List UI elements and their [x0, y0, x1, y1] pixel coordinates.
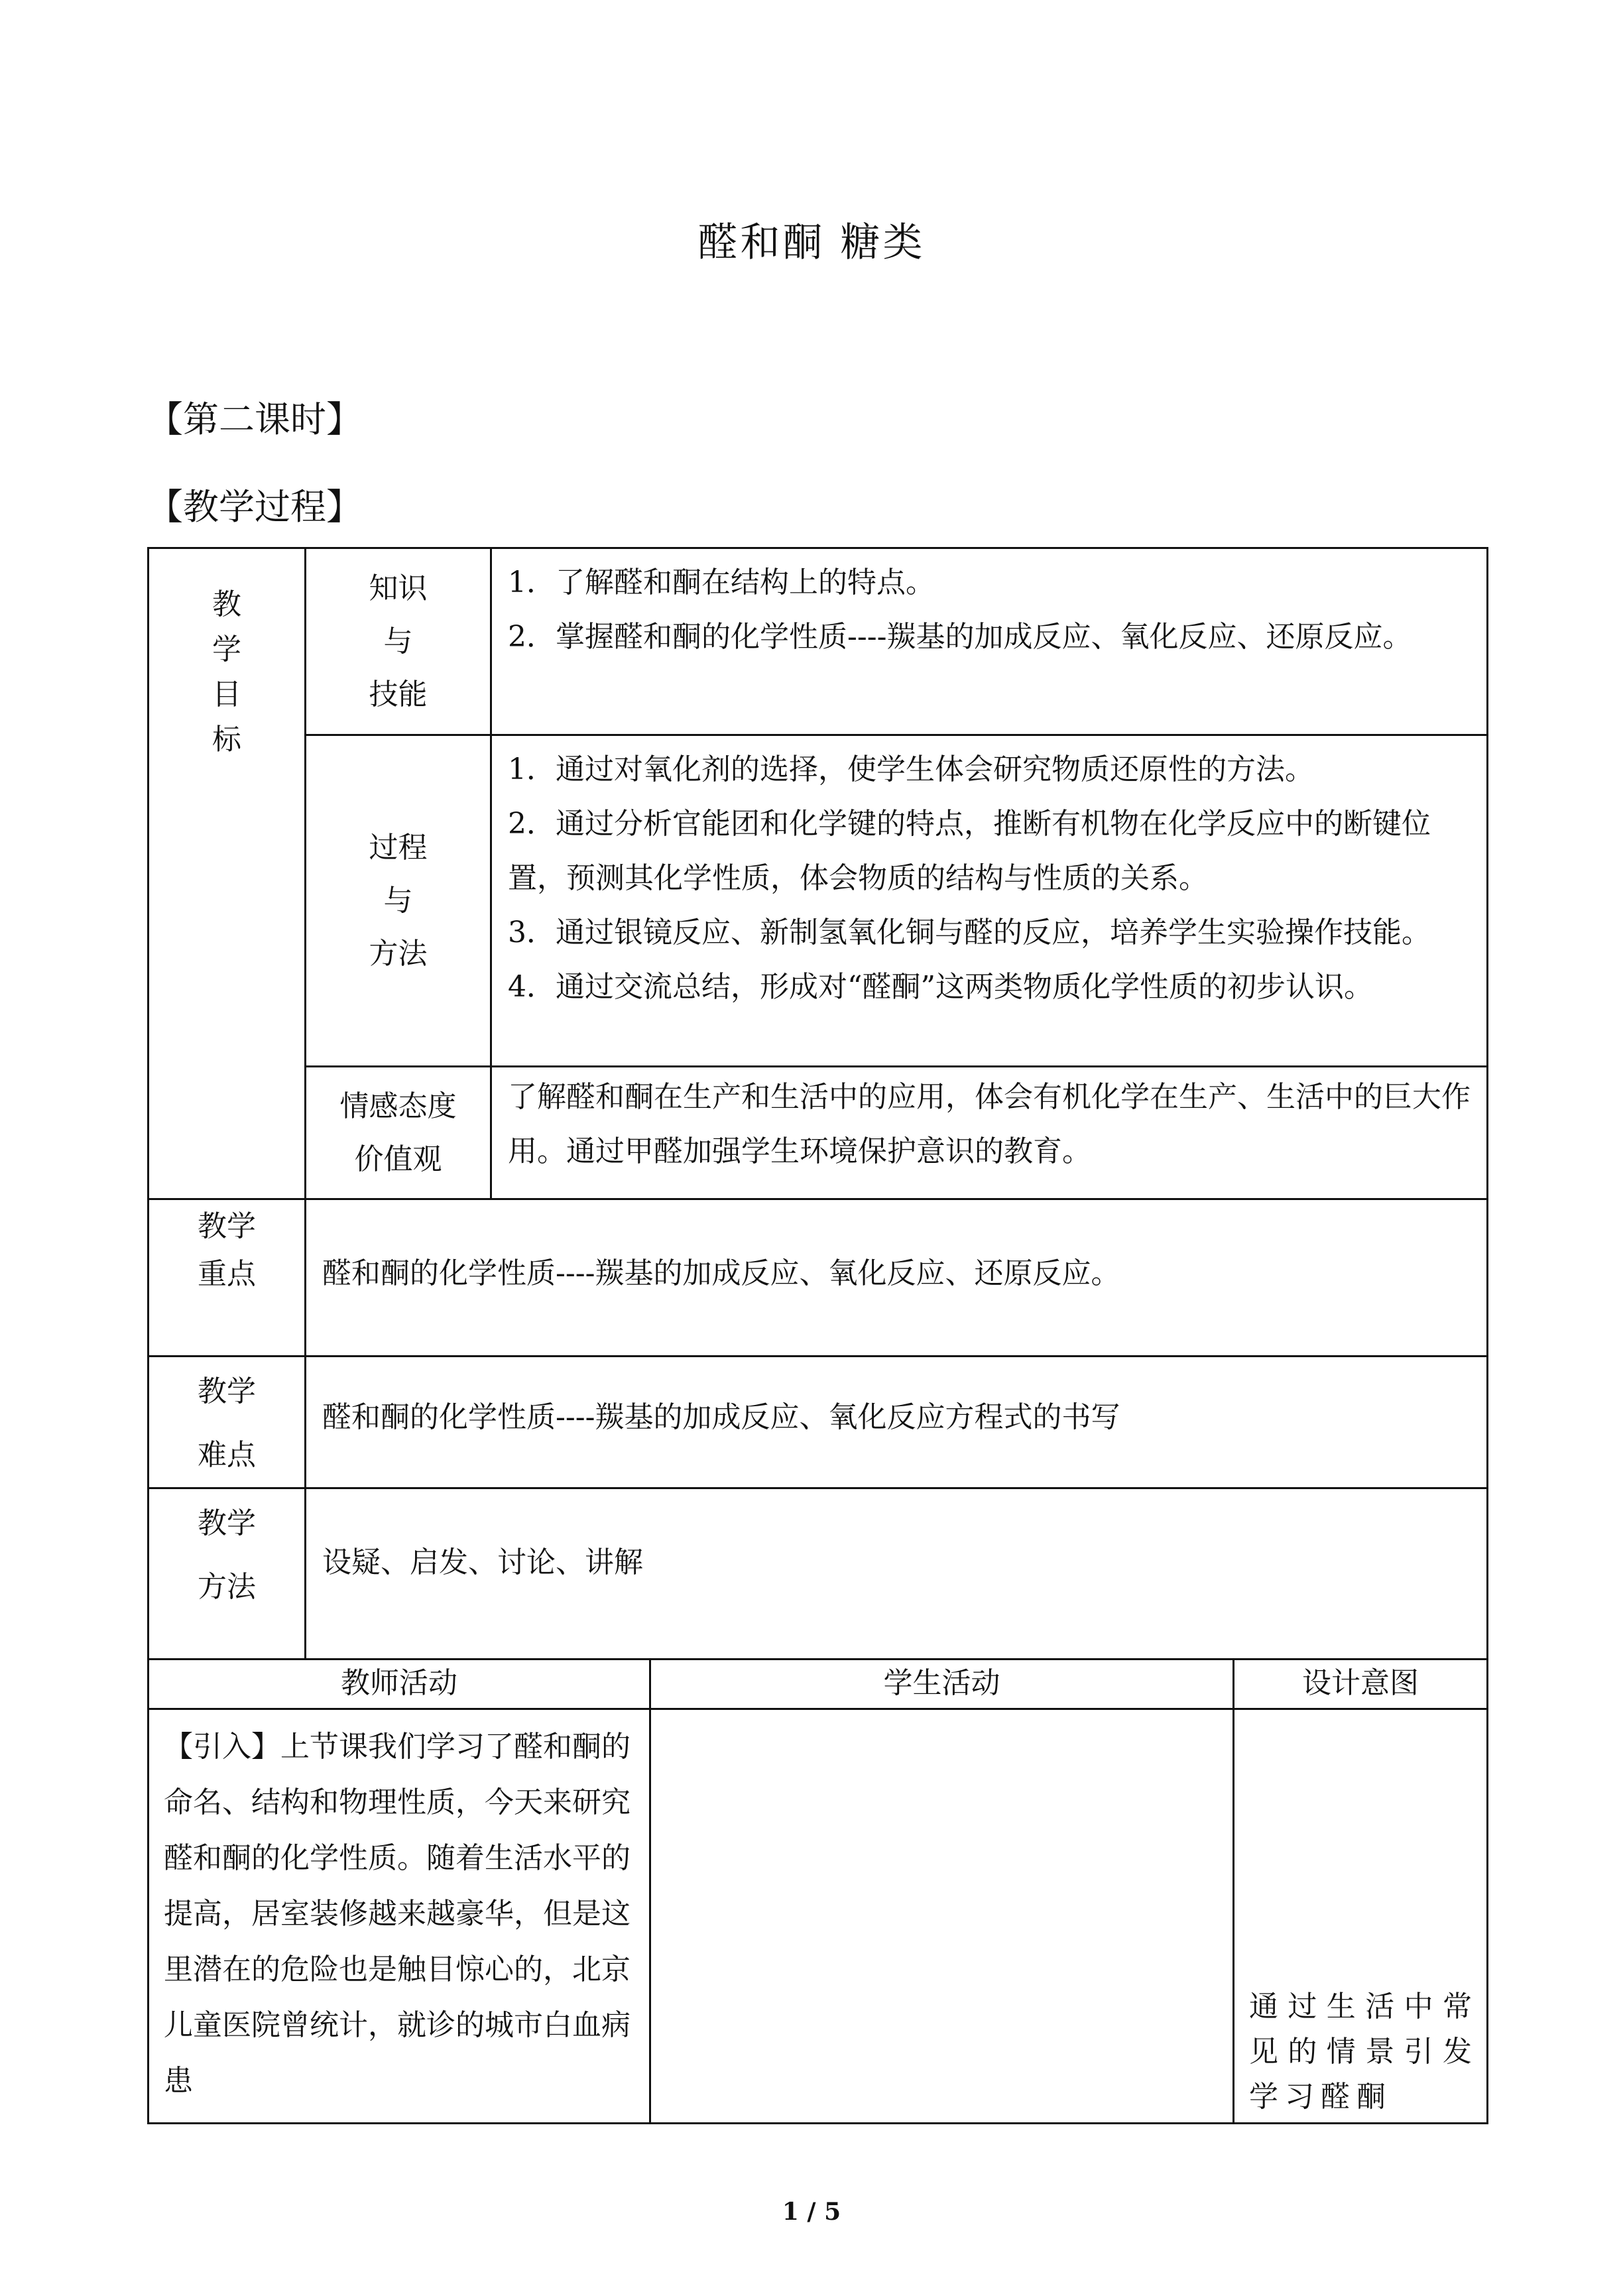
- knowledge-item: 2．掌握醛和酮的化学性质----羰基的加成反应、氧化反应、还原反应。: [508, 620, 1412, 654]
- knowledge-skills-content: [491, 548, 1488, 735]
- teacher-activity-cell: 【引入】上节课我们学习了醛和酮的命名、结构和物理性质，今天来研究醛和酮的化学性质。随着生活水平的提高，居室装修越来越豪华，但是这里潜在的危险也是触目惊心的，北京儿童医院曾统计，就诊的城市白血病患: [149, 1709, 650, 2124]
- design-intent-cell: 通过生活中常见的情景引发学习醛酮: [1234, 1709, 1488, 2124]
- design-intent-header: 设计意图: [1234, 1660, 1488, 1709]
- process-item: 4．通过交流总结，形成对“醛酮”这两类物质化学性质的初步认识。: [508, 970, 1373, 1004]
- page-number: 1 / 5: [782, 2198, 841, 2226]
- key-points-content: 醛和酮的化学性质----羰基的加成反应、氧化反应、还原反应。: [306, 1199, 1488, 1357]
- objectives-label: 教 学 目 标: [149, 548, 306, 1199]
- methods-label: 教学 方法: [149, 1488, 306, 1660]
- lesson-plan-table: [147, 547, 1488, 2124]
- teacher-activity-header: 教师活动: [149, 1660, 650, 1709]
- difficulties-label: 教学 难点: [149, 1357, 306, 1488]
- emotion-values-label: 情感态度 价值观: [306, 1067, 491, 1199]
- difficulties-content: 醛和酮的化学性质----羰基的加成反应、氧化反应方程式的书写: [306, 1357, 1488, 1488]
- emotion-values-content: 了解醛和酮在生产和生活中的应用，体会有机化学在生产、生活中的巨大作用。通过甲醛加强学生环境保护意识的教育。: [491, 1067, 1488, 1199]
- process-item: 2．通过分析官能团和化学键的特点，推断有机物在化学反应中的断键位置，预测其化学性质，体会物质的结构与性质的关系。: [508, 807, 1431, 895]
- knowledge-skills-label: 知识 与 技能: [306, 548, 491, 735]
- process-methods-content: [491, 735, 1488, 1067]
- methods-content: 设疑、启发、讨论、讲解: [306, 1488, 1488, 1660]
- process-item: 3．通过银镜反应、新制氢氧化铜与醛的反应，培养学生实验操作技能。: [508, 916, 1431, 949]
- student-activity-header: 学生活动: [650, 1660, 1234, 1709]
- knowledge-item: 1．了解醛和酮在结构上的特点。: [508, 566, 935, 599]
- lesson-heading: 【第二课时】: [147, 398, 362, 440]
- process-heading: 【教学过程】: [147, 486, 362, 528]
- document-title: 醛和酮 糖类: [697, 219, 926, 266]
- key-points-label: 教学 重点: [149, 1199, 306, 1357]
- process-item: 1．通过对氧化剂的选择，使学生体会研究物质还原性的方法。: [508, 753, 1314, 786]
- student-activity-cell: [650, 1709, 1234, 2124]
- process-methods-label: 过程 与 方法: [306, 735, 491, 1067]
